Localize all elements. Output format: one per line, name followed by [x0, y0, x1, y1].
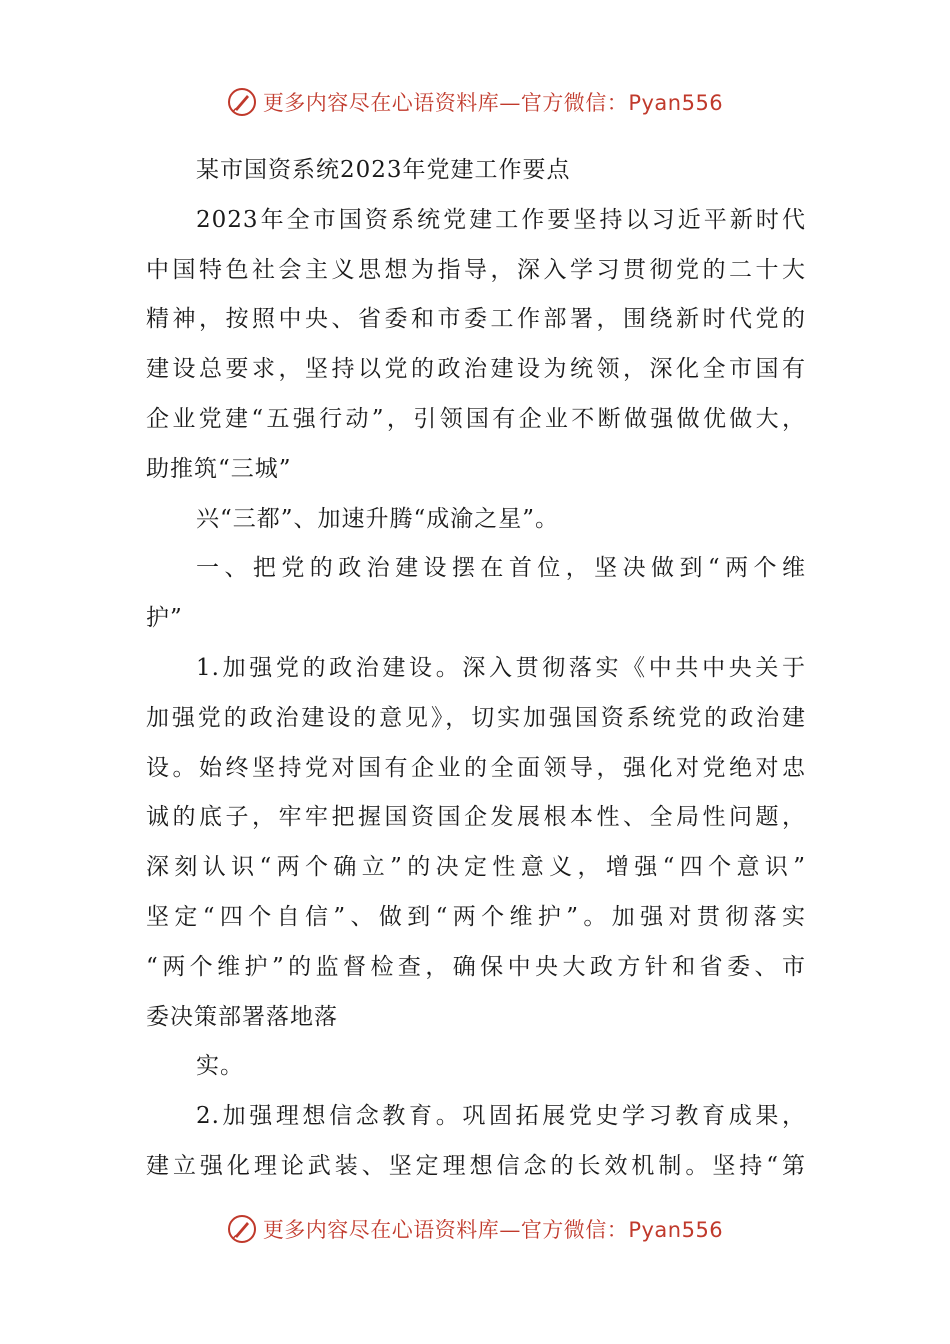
watermark-text [263, 1214, 723, 1244]
intro-line: 2023年全市国资系统党建工作要坚持以习近平新时代 [196, 206, 806, 233]
item2-line: 建立强化理论武装、坚定理想信念的长效机制。坚持“第 [146, 1152, 806, 1179]
watermark-wechat-id: Pyan556 [628, 1218, 724, 1242]
item1-line: 深刻认识“两个确立”的决定性意义，增强“四个意识” [146, 854, 806, 881]
watermark-dash: — [499, 91, 521, 115]
watermark-label: 官方微信： [520, 1218, 629, 1242]
watermark-label: 官方微信： [520, 91, 629, 115]
quill-pen-logo-icon [227, 1214, 257, 1244]
intro-line: 企业党建“五强行动”，引领国有企业不断做强做优做大， [146, 405, 806, 432]
watermark-banner-bottom [0, 1209, 950, 1249]
watermark-dash: — [499, 1218, 521, 1242]
item1-tail: 实。 [196, 1053, 244, 1080]
item1-line: 设。始终坚持党对国有企业的全面领导，强化对党绝对忠 [146, 754, 806, 781]
watermark-banner-top [0, 82, 950, 122]
item1-line: 委决策部署落地落 [146, 1003, 338, 1030]
item1-line: 坚定“四个自信”、做到“两个维护”。加强对贯彻落实 [146, 903, 806, 930]
intro-tail: 兴“三都”、加速升腾“成渝之星”。 [196, 505, 560, 532]
intro-line: 建设总要求，坚持以党的政治建设为统领，深化全市国有 [146, 356, 806, 383]
item1-line: 加强党的政治建设的意见》，切实加强国资系统党的政治建 [146, 704, 806, 731]
document-title: 某市国资系统2023年党建工作要点 [196, 157, 571, 183]
watermark-brand: 更多内容尽在心语资料库 [262, 91, 500, 115]
watermark-text [263, 87, 723, 117]
item1-line: 诚的底子，牢牢把握国资国企发展根本性、全局性问题， [146, 804, 806, 831]
watermark-wechat-id: Pyan556 [628, 91, 724, 115]
watermark-brand: 更多内容尽在心语资料库 [262, 1218, 500, 1242]
section-heading-line: 护” [146, 605, 183, 632]
quill-pen-logo-icon [227, 87, 257, 117]
document-body [146, 146, 806, 1192]
intro-line: 助推筑“三城” [146, 455, 292, 482]
item1-line: “两个维护”的监督检查，确保中央大政方针和省委、市 [146, 953, 806, 980]
intro-line: 中国特色社会主义思想为指导，深入学习贯彻党的二十大 [146, 256, 806, 283]
item1-line: 1.加强党的政治建设。深入贯彻落实《中共中央关于 [196, 654, 806, 681]
intro-line: 精神，按照中央、省委和市委工作部署，围绕新时代党的 [146, 306, 806, 333]
item2-line: 2.加强理想信念教育。巩固拓展党史学习教育成果， [196, 1103, 806, 1130]
section-heading-line: 一、把党的政治建设摆在首位，坚决做到“两个维 [196, 555, 806, 582]
